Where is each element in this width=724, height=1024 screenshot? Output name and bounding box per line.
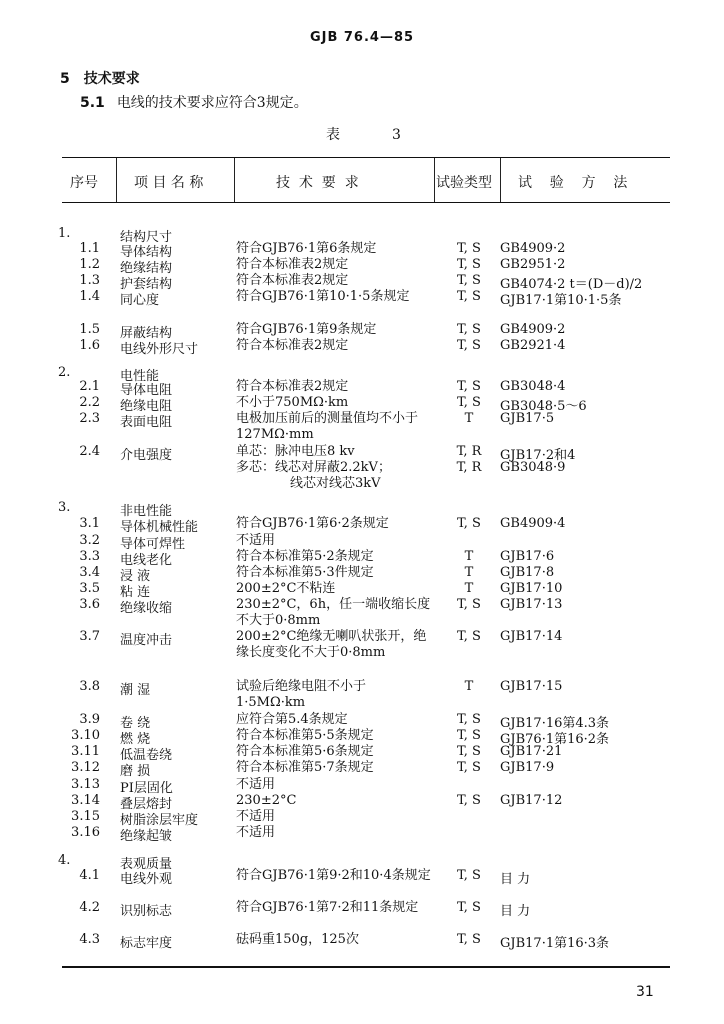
test-method: GJB17·12 [500,793,563,808]
test-type: T, R [456,444,482,459]
item-name: 电线外观 [120,872,173,887]
test-type: T, S [457,273,481,288]
row-number: 2.1 [79,379,100,394]
row-number: 3.5 [79,581,100,596]
technical-requirement: 符合GJB76·1第6·2条规定 [236,516,389,531]
item-name: 标志牢度 [120,936,173,951]
test-type: T [464,679,474,694]
technical-requirement: 符合GJB76·1第10·1·5条规定 [236,289,410,304]
item-name: 绝缘结构 [120,261,173,276]
row-number: 1.3 [79,273,100,288]
row-number: 3.13 [71,777,100,792]
technical-requirement: 230±2°C [236,793,297,808]
test-type: T, S [457,289,481,304]
row-number: 3.8 [79,679,100,694]
item-name: 导体结构 [120,245,173,260]
column-header-req: 技 术 要 求 [276,175,359,191]
test-method: GJB17·2和4 [500,448,576,463]
column-header-seq: 序号 [70,175,98,191]
table-caption [326,124,401,144]
column-header-item: 项 目 名 称 [134,175,204,191]
document-header: GJB 76.4—85 [309,30,415,45]
row-number: 4.2 [79,900,100,915]
technical-requirement: 应符合第5.4条规定 [236,712,348,727]
row-number: 2.3 [79,411,100,426]
test-method: GJB17·14 [500,629,563,644]
technical-requirement: 符合本标准表2规定 [236,338,349,353]
technical-requirement: 200±2°C绝缘无喇叭状张开，绝缘长度变化不大于0·8mm [236,629,427,660]
technical-requirement: 不适用 [236,777,276,792]
row-number: 2.2 [79,395,100,410]
technical-requirement: 不适用 [236,825,276,840]
item-name: 燃 烧 [120,732,151,747]
item-name: 树脂涂层牢度 [120,813,199,828]
technical-requirement: 200±2°C不粘连 [236,581,336,596]
technical-requirement: 单芯：脉冲电压8 kv [236,444,355,459]
technical-requirement: 符合GJB76·1第6条规定 [236,241,377,256]
item-name: 导体机械性能 [120,520,199,535]
technical-requirement: 电极加压前后的测量值均不小于127MΩ·mm [236,411,419,442]
item-name: 非电性能 [120,504,173,519]
test-method: GB2951·2 [500,257,566,272]
item-name: 结构尺寸 [120,230,173,245]
test-type: T, S [457,793,481,808]
table-top-rule [62,157,670,158]
technical-requirement: 符合本标准第5·6条规定 [236,744,374,759]
row-number: 4.1 [79,868,100,883]
item-name: 同心度 [120,293,160,308]
test-method: GJB17·1第10·1·5条 [500,293,622,308]
row-number: 2.4 [79,444,100,459]
technical-requirement: 不小于750MΩ·km [236,395,349,410]
test-method: GJB17·13 [500,597,563,612]
section-heading [60,68,140,88]
row-number: 4.3 [79,932,100,947]
item-name: 绝缘起皱 [120,829,173,844]
item-name: 护套结构 [120,277,173,292]
test-method: GJB17·8 [500,565,555,580]
technical-requirement: 线芯对线芯3kV [290,476,381,491]
test-type: T [464,581,474,596]
row-number: 1.1 [79,241,100,256]
technical-requirement: 符合本标准第5·3件规定 [236,565,374,580]
item-name: 绝缘电阻 [120,399,173,414]
row-number: 1.6 [79,338,100,353]
row-number: 3.14 [71,793,100,808]
test-method: GB4074·2 t＝(D－d)/2 [500,277,643,292]
technical-requirement: 符合本标准第5·5条规定 [236,728,374,743]
test-type: T, S [457,597,481,612]
header-divider [434,158,435,202]
paragraph-text: 电线的技术要求应符合3规定。 [116,95,308,111]
item-name: 卷 绕 [120,716,151,731]
item-name: 导体电阻 [120,383,173,398]
row-number: 3.1 [79,516,100,531]
technical-requirement: 符合本标准第5·7条规定 [236,760,374,775]
item-name: 识别标志 [120,904,173,919]
test-type: T, S [457,516,481,531]
technical-requirement: 不适用 [236,533,276,548]
item-name: 电线老化 [120,553,173,568]
test-type: T, S [457,338,481,353]
test-method: 目 力 [500,904,531,919]
row-number: 3.6 [79,597,100,612]
item-name: 介电强度 [120,448,173,463]
table-bottom-rule [62,966,670,968]
technical-requirement: 砝码重150g，125次 [236,932,359,947]
item-name: 屏蔽结构 [120,326,173,341]
table-caption-number: 3 [392,127,401,143]
test-method: GJB17·1第16·3条 [500,936,610,951]
item-name: 低温卷绕 [120,748,173,763]
item-name: 表面电阻 [120,415,173,430]
row-number: 4. [58,853,71,868]
test-method: GB2921·4 [500,338,566,353]
test-method: GJB17·5 [500,411,555,426]
item-name: 叠层熔封 [120,797,173,812]
test-method: GJB17·6 [500,549,555,564]
item-name: 粘 连 [120,585,151,600]
test-type: T, S [457,395,481,410]
test-method: GB4909·4 [500,516,566,531]
row-number: 3.9 [79,712,100,727]
test-method: GJB76·1第16·2条 [500,732,610,747]
test-method: GJB17·15 [500,679,563,694]
item-name: 温度冲击 [120,633,173,648]
test-method: GJB17·9 [500,760,555,775]
table-caption-label: 表 [326,127,340,143]
item-name: PI层固化 [120,781,173,796]
row-number: 1.2 [79,257,100,272]
table-header-rule [62,202,670,203]
item-name: 浸 液 [120,569,151,584]
row-number: 3.2 [79,533,100,548]
test-type: T [464,549,474,564]
paragraph-5-1 [80,92,308,112]
column-header-type: 试验类型 [436,175,492,191]
test-method: GB3048·4 [500,379,566,394]
item-name: 潮 湿 [120,683,151,698]
column-header-method: 试 验 方 法 [518,175,628,191]
test-method: GJB17·16第4.3条 [500,716,610,731]
technical-requirement: 符合本标准表2规定 [236,379,349,394]
test-type: T, S [457,257,481,272]
test-type: T, R [456,460,482,475]
header-divider [116,158,117,202]
section-number: 5 [60,71,70,87]
test-type: T, S [457,760,481,775]
technical-requirement: 符合本标准表2规定 [236,257,349,272]
test-method: GB4909·2 [500,241,566,256]
header-divider [500,158,501,202]
test-type: T, S [457,744,481,759]
item-name: 电性能 [120,369,160,384]
page-number: 31 [636,984,654,1000]
section-title: 技术要求 [83,71,140,87]
item-name: 磨 损 [120,764,151,779]
test-method: GB3048·9 [500,460,566,475]
row-number: 3.10 [71,728,100,743]
test-method: GJB17·21 [500,744,563,759]
technical-requirement: 230±2°C，6h，任一端收缩长度不大于0·8mm [236,597,431,628]
test-type: T [464,411,474,426]
test-method: GB4909·2 [500,322,566,337]
test-type: T, S [457,868,481,883]
item-name: 绝缘收缩 [120,601,173,616]
test-method: GB3048·5～6 [500,399,587,414]
row-number: 2. [58,365,71,380]
item-name: 电线外形尺寸 [120,342,199,357]
row-number: 3.4 [79,565,100,580]
row-number: 3.3 [79,549,100,564]
test-method: 目 力 [500,872,531,887]
test-type: T, S [457,728,481,743]
technical-requirement: 多芯：线芯对屏蔽2.2kV； [236,460,391,475]
row-number: 3. [58,500,71,515]
test-method: GJB17·10 [500,581,563,596]
header-divider [234,158,235,202]
row-number: 1.5 [79,322,100,337]
test-type: T, S [457,900,481,915]
technical-requirement: 符合GJB76·1第9条规定 [236,322,377,337]
test-type: T, S [457,932,481,947]
technical-requirement: 符合本标准第5·2条规定 [236,549,374,564]
row-number: 3.7 [79,629,100,644]
technical-requirement: 符合本标准表2规定 [236,273,349,288]
row-number: 3.12 [71,760,100,775]
technical-requirement: 符合GJB76·1第9·2和10·4条规定 [236,868,431,883]
test-type: T, S [457,241,481,256]
row-number: 1. [58,226,71,241]
test-type: T, S [457,712,481,727]
technical-requirement: 不适用 [236,809,276,824]
test-type: T [464,565,474,580]
item-name: 导体可焊性 [120,537,186,552]
technical-requirement: 试验后绝缘电阻不小于1·5MΩ·km [236,679,367,710]
row-number: 3.11 [71,744,100,759]
test-type: T, S [457,629,481,644]
technical-requirement: 符合GJB76·1第7·2和11条规定 [236,900,419,915]
test-type: T, S [457,379,481,394]
test-type: T, S [457,322,481,337]
row-number: 1.4 [79,289,100,304]
paragraph-number: 5.1 [80,95,105,111]
row-number: 3.16 [71,825,100,840]
item-name: 表观质量 [120,857,173,872]
row-number: 3.15 [71,809,100,824]
